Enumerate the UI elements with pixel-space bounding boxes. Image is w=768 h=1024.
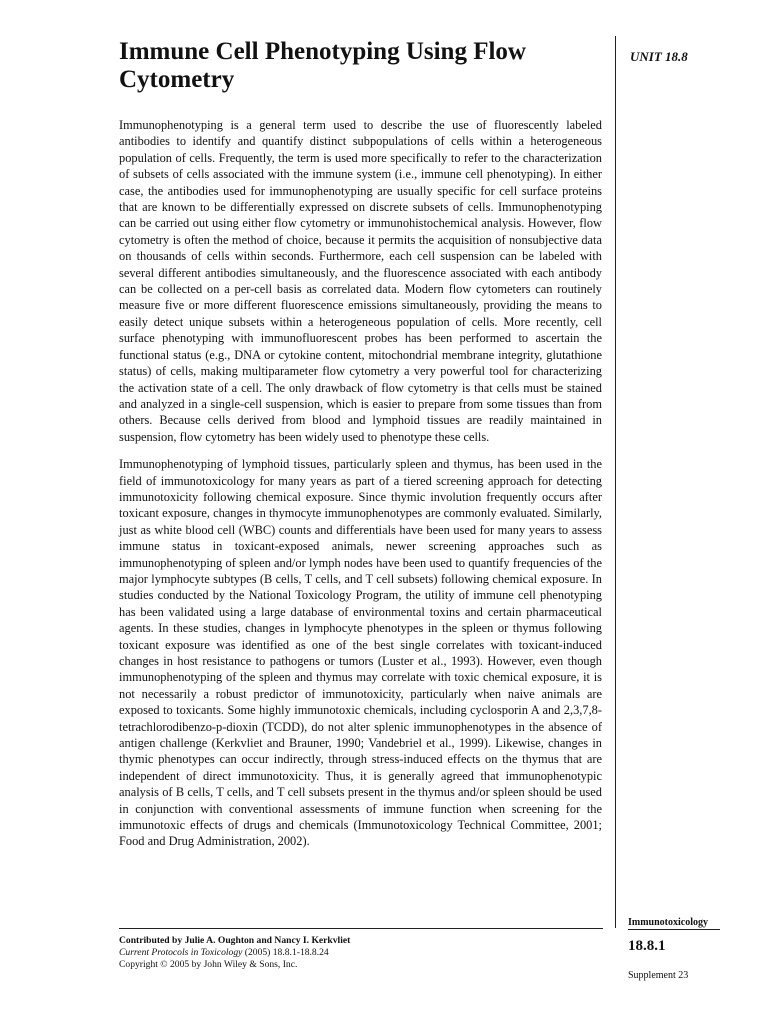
footer: [119, 935, 599, 971]
section-label: Immunotoxicology: [628, 917, 708, 928]
sidebar-rule: [628, 929, 720, 930]
citation-line: [119, 947, 599, 959]
journal-name: Current Protocols in Toxicology: [119, 947, 243, 958]
supplement-label: Supplement 23: [628, 970, 689, 981]
contributors-line: Contributed by Julie A. Oughton and Nancy I. Kerkvliet: [119, 935, 351, 946]
copyright-line: Copyright © 2005 by John Wiley & Sons, Inc.: [119, 959, 298, 970]
footer-rule: [119, 928, 603, 929]
body-text: [119, 117, 602, 861]
page-number: 18.8.1: [628, 938, 666, 954]
citation-details: (2005) 18.8.1-18.8.24: [242, 947, 329, 958]
title-line-1: Immune Cell Phenotyping Using Flow: [119, 38, 526, 65]
paragraph-1: Immunophenotyping is a general term used to describe the use of fluorescently labeled antibodies to identify and quantify distinct subpopulations of cells within a heterogeneous population of cells. Frequently, the term is used more specifically to refer to the characterization of subsets of cells associated with the immune system (i.e., immune cell phenotyping). In either case, the antibodies used for immunophenotyping are usually specific for cell surface proteins that are known to be differentially expressed on discrete subsets of cells. Immunophenotyping can be carried out using either flow cytometry or immunohistochemical analysis. However, flow cytometry is often the method of choice, because it permits the acquisition of nonsubjective data on thousands of cells within seconds. Furthermore, each cell suspension can be labeled with several different antibodies simultaneously, and the fluorescence associated with each antibody can be collected on a per-cell basis as correlated data. Modern flow cytometers can routinely measure five or more different fluorescence emissions simultaneously, providing the means to easily detect unique subsets within a heterogeneous population of cells. More recently, cell surface phenotyping with immunofluorescent probes has been performed to ascertain the functional status (e.g., DNA or cytokine content, mitochondrial membrane integrity, glutathione status) of cells, making multiparameter flow cytometry a very powerful tool for characterizing the activation state of a cell. The only drawback of flow cytometry is that cells must be stained and analyzed in a single-cell suspension, which is easier to prepare from some tissues than from others. Because cells derived from blood and lymphoid tissues are readily maintained in suspension, flow cytometry has been widely used to phenotype these cells.: [119, 118, 602, 444]
title-line-2: Cytometry: [119, 66, 235, 93]
vertical-rule: [615, 36, 616, 928]
page-title: [119, 38, 589, 94]
unit-label: UNIT 18.8: [630, 49, 688, 64]
paragraph-2: Immunophenotyping of lymphoid tissues, particularly spleen and thymus, has been used in the field of immunotoxicology for many years as part of a tiered screening approach for detecting immunotoxicity following chemical exposure. Since thymic involution frequently occurs after toxicant exposure, changes in thymocyte immunophenotypes are commonly evaluated. Similarly, just as white blood cell (WBC) counts and differentials have been used for many years to assess immune status in toxicant-exposed animals, newer screening approaches such as immunophenotyping of spleen and/or lymph nodes have been used to quantify frequencies of the major lymphocyte subtypes (B cells, T cells, and T cell subsets) following chemical exposure. In studies conducted by the National Toxicology Program, the utility of immune cell phenotyping has been validated using a large database of environmental toxins and certain pharmaceutical agents. In these studies, changes in lymphocyte phenotypes in the spleen or thymus following toxicant exposure was identified as one of the best single correlates with toxicant-induced changes in host resistance to pathogens or tumors (Luster et al., 1993). However, even though immunophenotyping of the spleen and thymus may correlate with toxic chemical exposure, it is not necessarily a robust predictor of immunotoxicity, particularly when naive animals are exposed to toxicants. Some highly immunotoxic chemicals, including cyclosporin A and 2,3,7,8-tetrachlorodibenzo-p-dioxin (TCDD), do not alter splenic immunophenotypes in the absence of antigen challenge (Kerkvliet and Brauner, 1990; Vandebriel et al., 1999). Likewise, changes in thymic phenotypes can occur indirectly, through stress-induced effects on the thymus that are independent of direct immunotoxicity. Thus, it is generally agreed that immunophenotypic analysis of B cells, T cells, and T cell subsets present in the thymus and/or spleen should be used in conjunction with conventional assessments of immune function when screening for the immunotoxic effects of drugs and chemicals (Immunotoxicology Technical Committee, 2001; Food and Drug Administration, 2002).: [119, 457, 602, 849]
